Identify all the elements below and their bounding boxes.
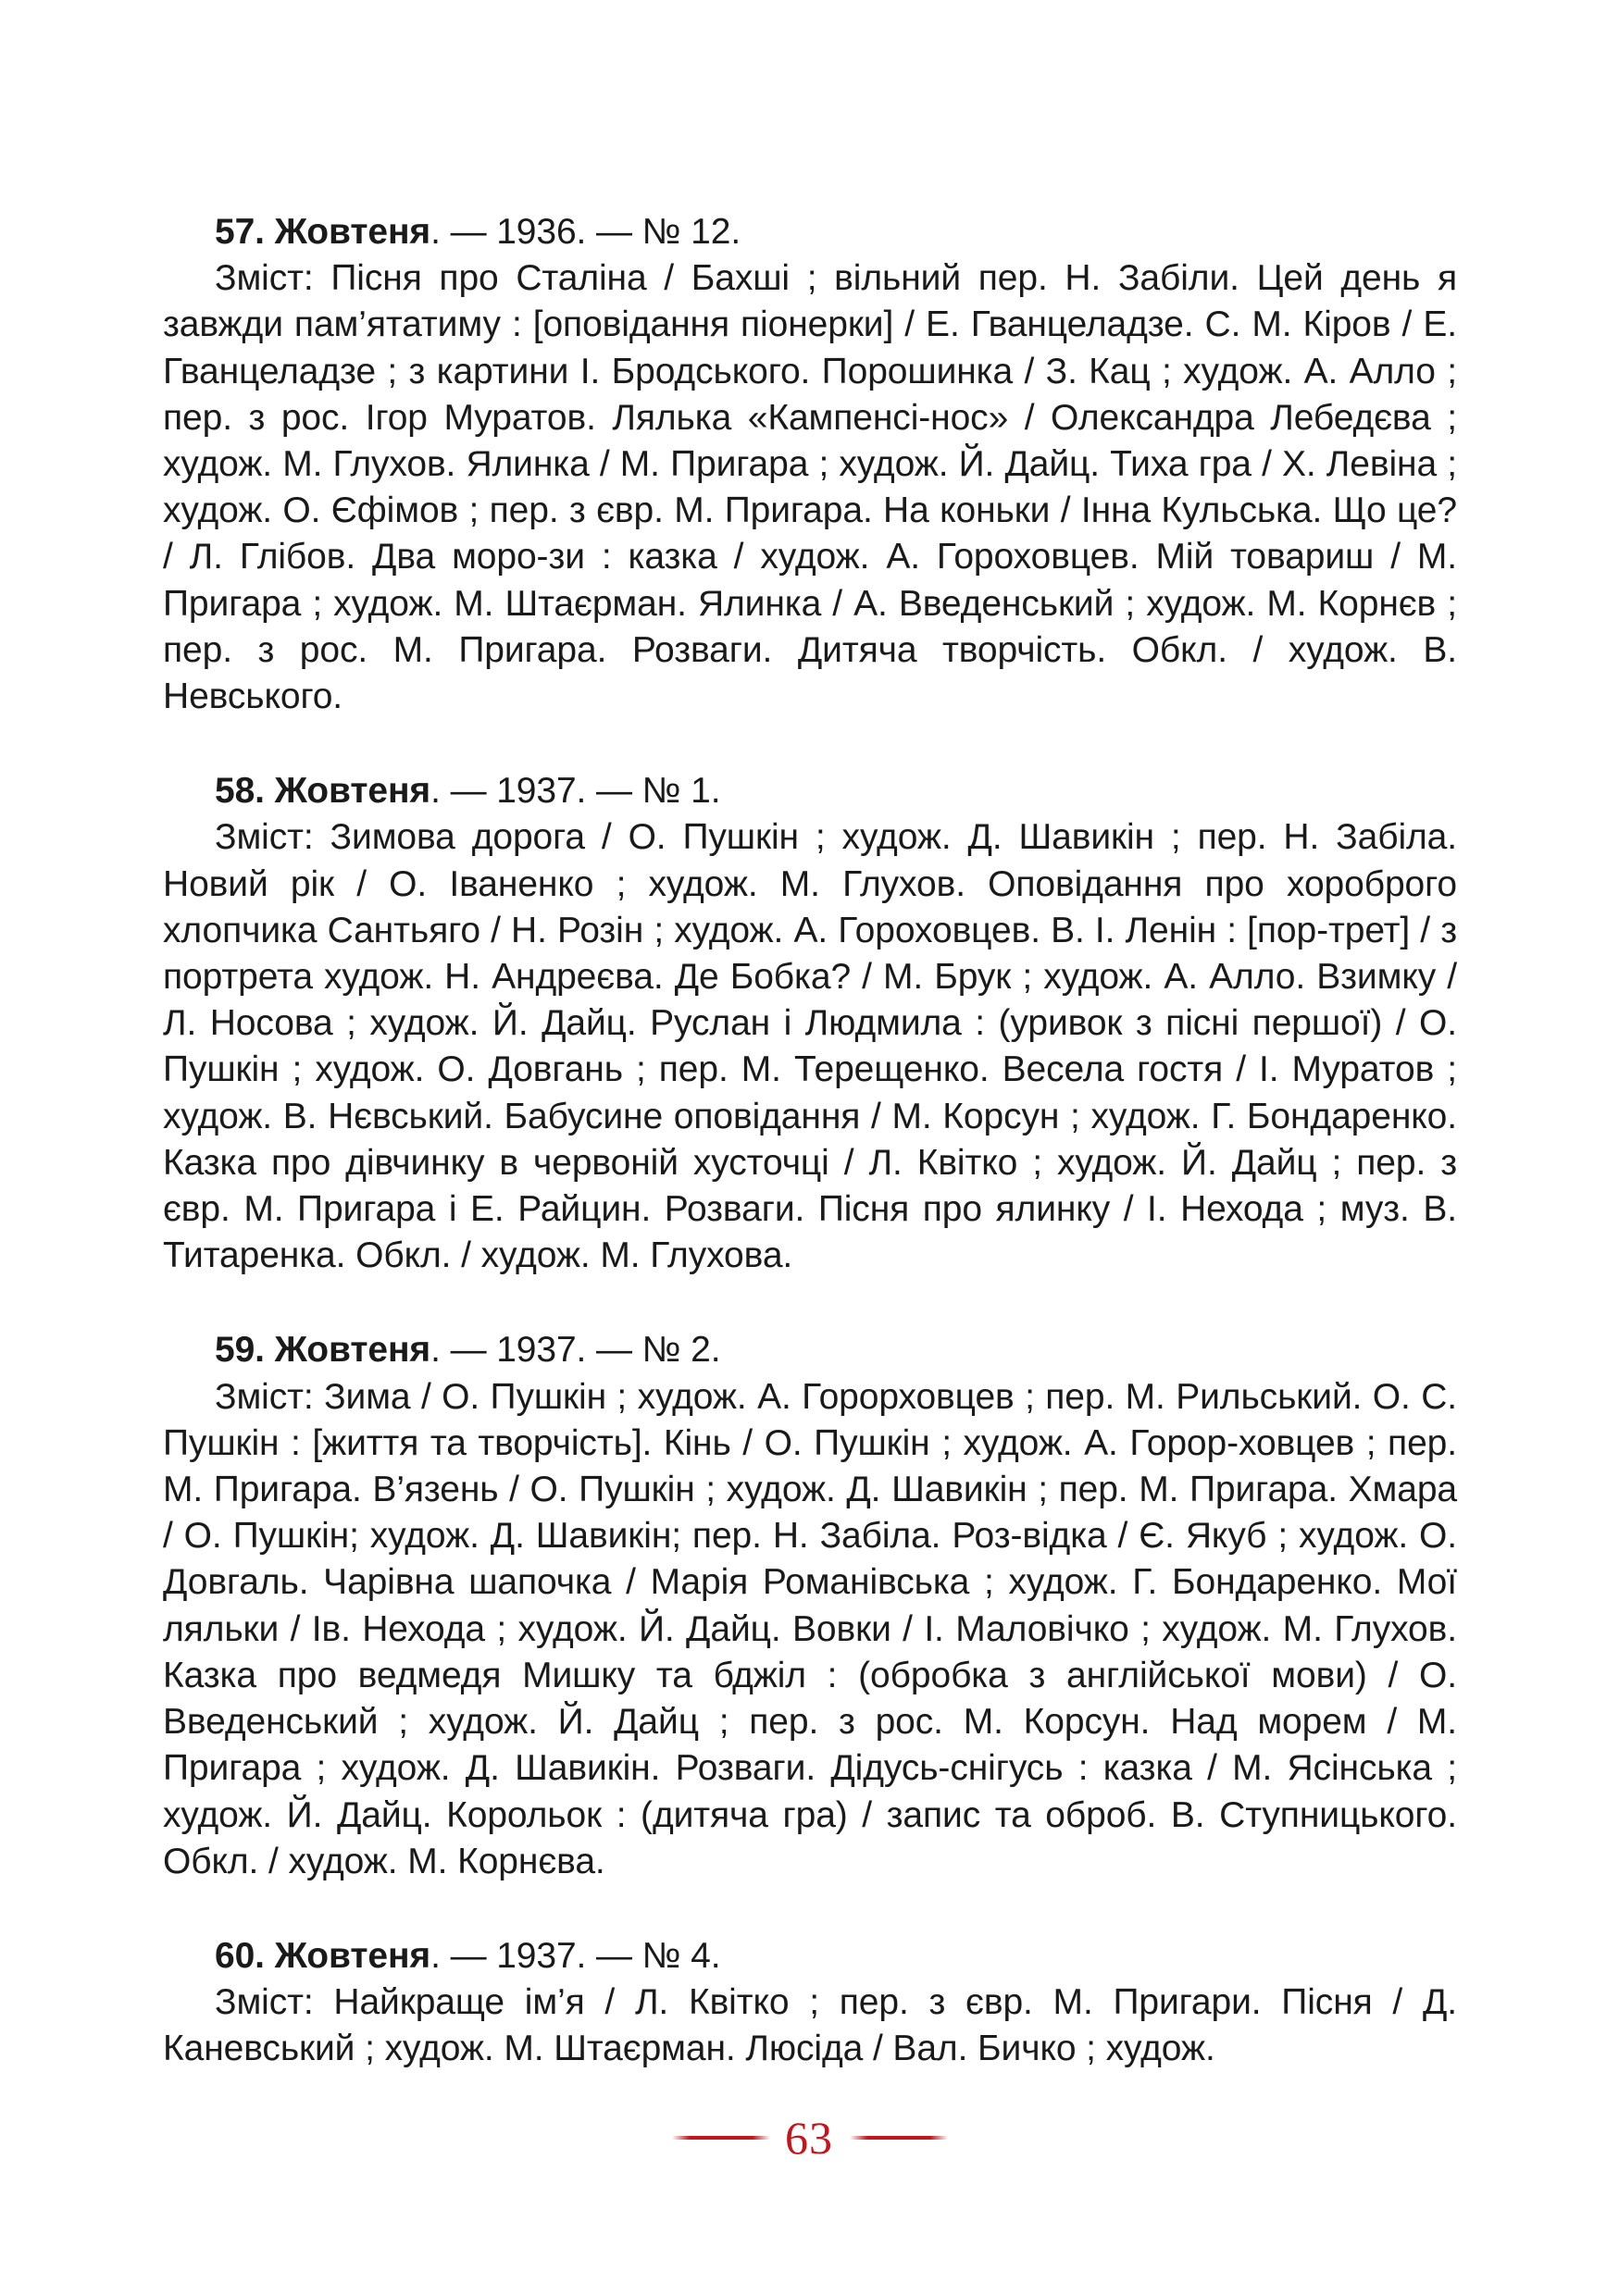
page-number: 63: [785, 2112, 833, 2164]
bibliography-entry-60: [163, 1933, 1457, 2073]
entry-meta: . — 1936. — № 12.: [430, 212, 741, 252]
footer-rule-right: [850, 2136, 948, 2140]
entry-title: Жовтеня: [274, 1330, 431, 1371]
entry-heading: [163, 768, 1457, 814]
bibliography-list: [163, 209, 1457, 2121]
entry-heading: [163, 1933, 1457, 1980]
page-footer: [0, 2104, 1619, 2169]
entry-title: Жовтеня: [274, 771, 431, 812]
bibliography-entry-58: [163, 768, 1457, 1279]
entry-contents: Зміст: Пісня про Сталіна / Бахші ; вільний пер. Н. Забіли. Цей день я завжди пам’ятатиму : [оповідання піонерки] / Е. Гванцеладзе. С. М. Кіров / Е. Гванцеладзе ; з картини І. Бродського. Порошинка / З. Кац ; худож. А. Алло ; пер. з рос. Ігор Муратов. Лялька «Кампенсі-нос» / Олександра Лебедєва ; худож. М. Глухов. Ялинка / М. Пригара ; худож. Й. Дайц. Тиха гра / Х. Левіна ; худож. О. Єфімов ; пер. з євр. М. Пригара. На коньки / Інна Кульська. Що це? / Л. Глібов. Два моро-зи : казка / худож. А. Гороховцев. Мій товариш / М. Пригара ; худож. М. Штаєрман. Ялинка / А. Введенський ; худож. М. Корнєв ; пер. з рос. М. Пригара. Розваги. Дитяча творчість. Обкл. / худож. В. Невського.: [163, 258, 1457, 717]
entry-number: 60.: [215, 1935, 265, 1976]
entry-number: 57.: [215, 212, 265, 252]
entry-number: 58.: [215, 771, 265, 812]
entry-meta: . — 1937. — № 1.: [430, 771, 721, 812]
bibliography-entry-57: [163, 209, 1457, 720]
entry-contents: Зміст: Зимова дорога / О. Пушкін ; худож. Д. Шавикін ; пер. Н. Забіла. Новий рік / О. Іваненко ; худож. М. Глухов. Оповідання про хороброго хлопчика Сантьяго / Н. Розін ; худож. А. Гороховцев. В. І. Ленін : [пор-трет] / з портрета худож. Н. Андреєва. Де Бобка? / М. Брук ; худож. А. Алло. Взимку / Л. Носова ; худож. Й. Дайц. Руслан і Людмила : (уривок з пісні першої) / О. Пушкін ; худож. О. Довгань ; пер. М. Терещенко. Весела гостя / І. Муратов ; худож. В. Нєвський. Бабусине оповідання / М. Корсун ; худож. Г. Бондаренко. Казка про дівчинку в червоній хусточці / Л. Квітко ; худож. Й. Дайц ; пер. з євр. М. Пригара і Е. Райцин. Розваги. Пісня про ялинку / І. Нехода ; муз. В. Титаренка. Обкл. / худож. М. Глухова.: [163, 817, 1457, 1276]
entry-heading: [163, 209, 1457, 255]
entry-title: Жовтеня: [274, 1935, 431, 1976]
bibliography-entry-59: [163, 1327, 1457, 1884]
entry-contents: Зміст: Зима / О. Пушкін ; худож. А. Горорховцев ; пер. М. Рильський. О. С. Пушкін : [життя та творчість]. Кінь / О. Пушкін ; худож. А. Горор-ховцев ; пер. М. Пригара. В’язень / О. Пушкін ; худож. Д. Шавикін ; пер. М. Пригара. Хмара / О. Пушкін; худож. Д. Шавикін; пер. Н. Забіла. Роз-відка / Є. Якуб ; худож. О. Довгаль. Чарівна шапочка / Марія Романівська ; худож. Г. Бондаренко. Мої ляльки / Ів. Нехода ; худож. Й. Дайц. Вовки / І. Маловічко ; худож. М. Глухов. Казка про ведмедя Мишку та бджіл : (обробка з англійської мови) / О. Введенський ; худож. Й. Дайц ; пер. з рос. М. Корсун. Над морем / М. Пригара ; худож. Д. Шавикін. Розваги. Дідусь-снігусь : казка / М. Ясінська ; худож. Й. Дайц. Корольок : (дитяча гра) / запис та оброб. В. Ступницького. Обкл. / худож. М. Корнєва.: [163, 1376, 1457, 1881]
entry-title: Жовтеня: [274, 212, 431, 252]
entry-contents: Зміст: Найкраще ім’я / Л. Квітко ; пер. з євр. М. Пригари. Пісня / Д. Каневський ; худож. М. Штаєрман. Люсіда / Вал. Бичко ; худож.: [163, 1982, 1457, 2069]
entry-number: 59.: [215, 1330, 265, 1371]
footer-rule-left: [672, 2136, 770, 2140]
entry-meta: . — 1937. — № 2.: [430, 1330, 721, 1371]
entry-meta: . — 1937. — № 4.: [430, 1935, 721, 1976]
entry-heading: [163, 1327, 1457, 1373]
